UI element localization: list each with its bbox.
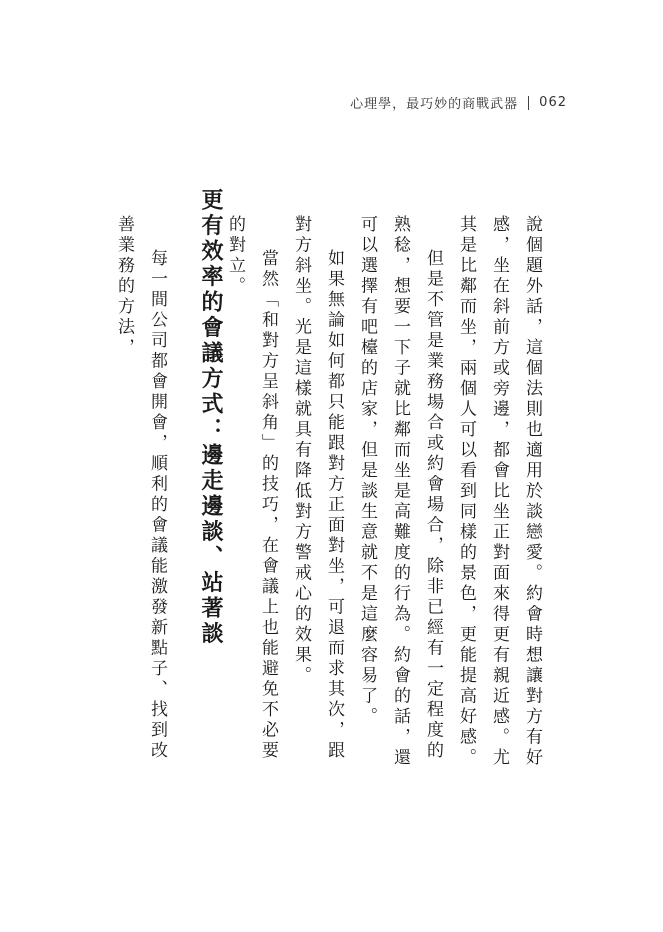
main-text — [218, 215, 548, 775]
paragraph: 當然「和對方呈斜角」的技巧，在會議上也能避免不必要的對立。 — [225, 215, 278, 762]
section-heading: 更有效率的會議方式：邊走邊談、站著談 — [198, 188, 223, 647]
page-number: 062 — [539, 95, 567, 110]
paragraph: 但是不管是業務場合或約會場合，除非已經有一定程度的熟稔，想要一下子就比鄰而坐是高難度的行為。約會的話，還可以選擇有吧檯的店家，但是談生意就不是這麼容易了。 — [357, 215, 443, 769]
paragraph: 如果無論如何都只能跟對方正面對坐，可退而求其次，跟對方斜坐。光是這樣就具有降低對方警戒心的效果。 — [291, 215, 344, 762]
paragraph: 每一間公司都會開會，順利的會議能激發新點子、找到改善業務的方法， — [114, 215, 167, 762]
paragraph: 說個題外話，這個法則也適用於談戀愛。約會時想讓對方有好感，坐在斜前方或旁邊，都會比坐正對面來得更有親近感。尤其是比鄰而坐，兩個人可以看到同樣的景色，更能提高好感。 — [456, 215, 542, 769]
section-text — [107, 215, 173, 775]
header-divider — [528, 96, 529, 110]
running-header — [350, 93, 567, 112]
book-title: 心理學，最巧妙的商戰武器 — [350, 97, 519, 112]
